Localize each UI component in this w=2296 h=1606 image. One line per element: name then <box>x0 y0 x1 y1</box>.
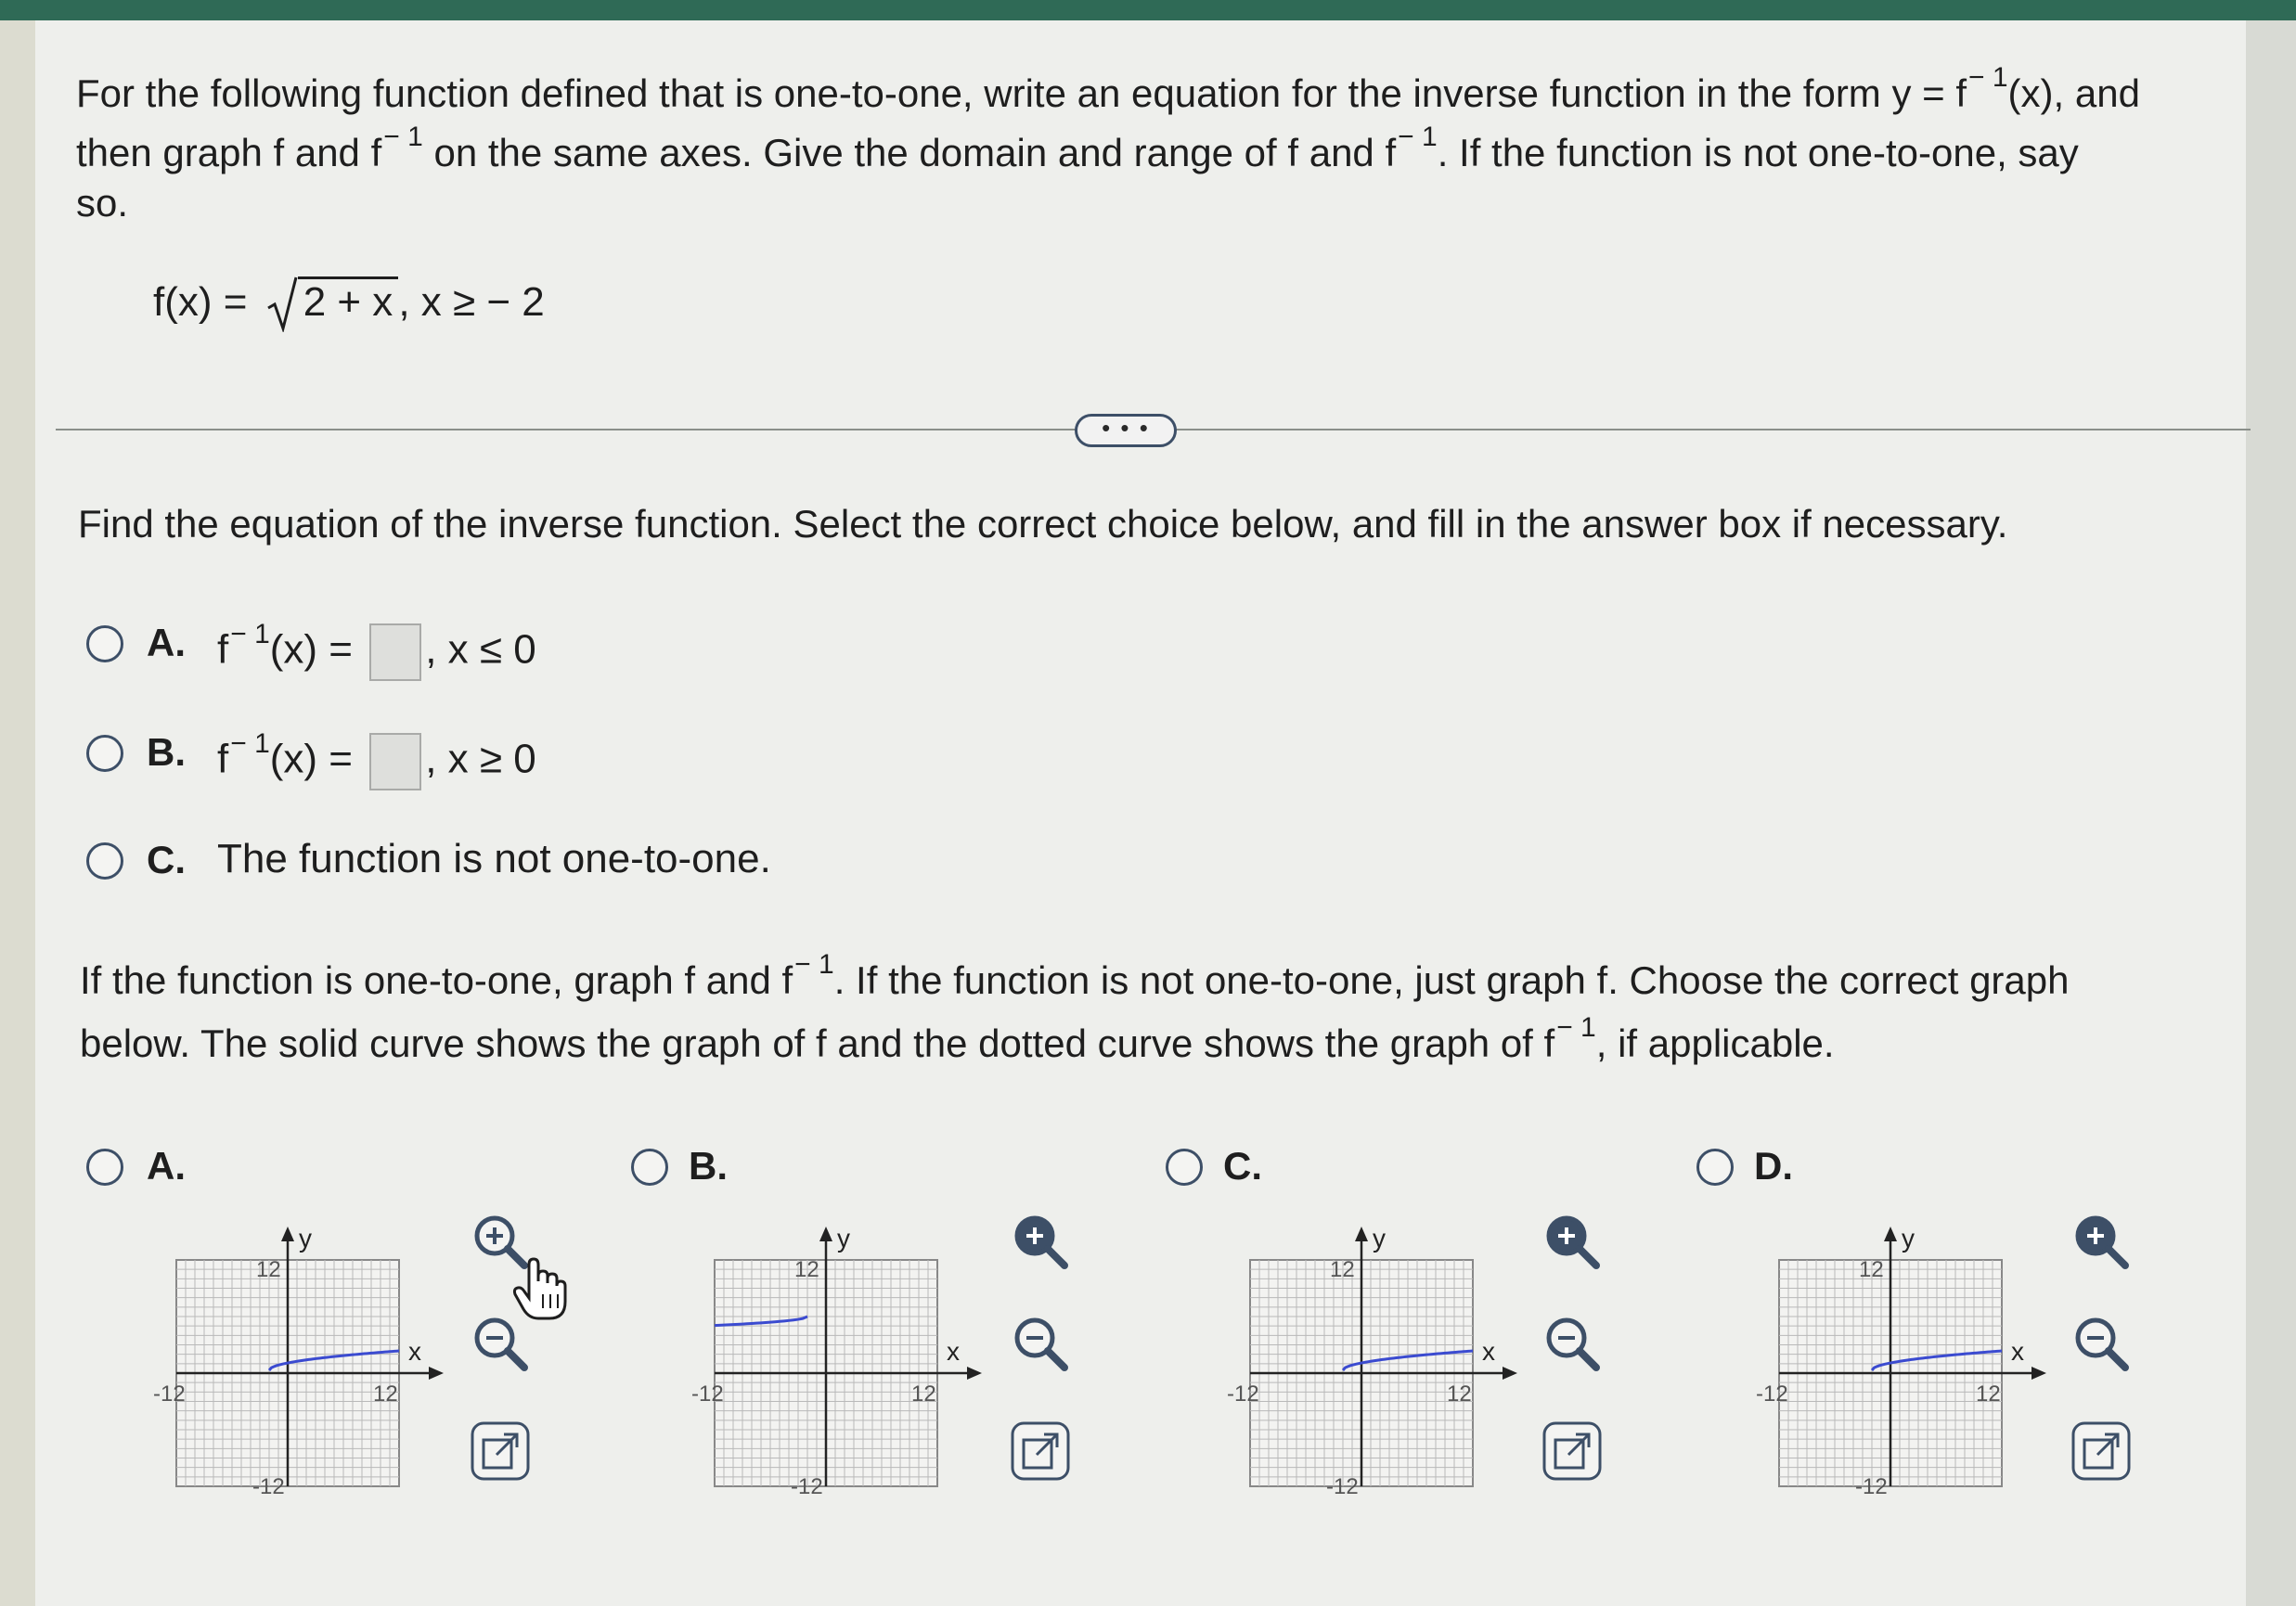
zoom-in-icon[interactable] <box>2068 1208 2135 1275</box>
y-max-tick-label: 12 <box>794 1257 819 1282</box>
zoom-in-icon[interactable] <box>1007 1208 1074 1275</box>
part2-line-2: below. The solid curve shows the graph of f and the dotted curve shows the graph of $f^{- 1}$, if applicable. <box>80 1012 1835 1065</box>
x-max-tick-label: 12 <box>911 1381 936 1407</box>
y-min-tick-label: -12 <box>791 1474 823 1494</box>
question-line-1: For the following function defined that is one-to-one, write an equation for the inverse function in the form $y = f^{- 1}(x)$, and <box>76 62 2140 115</box>
x-max-tick-label: 12 <box>373 1381 398 1407</box>
window-top-bar <box>0 0 2296 20</box>
radio-part1-c[interactable] <box>86 842 123 880</box>
radio-graph-a[interactable] <box>86 1149 123 1186</box>
graph-c[interactable] <box>1227 1215 1524 1494</box>
option-c-label: C. <box>147 838 186 881</box>
option-c-text: The function is not one-to-one. <box>217 836 771 881</box>
y-axis-label: y <box>837 1224 850 1253</box>
open-external-icon[interactable] <box>1007 1418 1074 1484</box>
x-min-tick-label: -12 <box>153 1381 186 1407</box>
y-min-tick-label: -12 <box>1855 1474 1888 1494</box>
x-axis-arrow <box>2032 1367 2046 1380</box>
x-axis-arrow <box>967 1367 982 1380</box>
x-axis-arrow <box>1503 1367 1517 1380</box>
graph-b[interactable] <box>691 1215 988 1494</box>
y-axis-label: y <box>1902 1224 1915 1253</box>
zoom-in-icon[interactable] <box>1539 1208 1606 1275</box>
x-min-tick-label: -12 <box>1756 1381 1788 1407</box>
option-a-expression: $f^{- 1}(x)$ = , x ≤ 0 <box>217 623 536 681</box>
graph-d[interactable] <box>1756 1215 2053 1494</box>
graph-d-label: D. <box>1754 1144 1793 1188</box>
open-external-icon[interactable] <box>1539 1418 1606 1484</box>
y-max-tick-label: 12 <box>1330 1257 1355 1282</box>
answer-box-b[interactable] <box>369 733 421 790</box>
y-max-tick-label: 12 <box>1859 1257 1884 1282</box>
show-more-button[interactable]: • • • <box>1075 414 1177 447</box>
option-a-label: A. <box>147 621 186 664</box>
y-axis-arrow <box>1884 1227 1897 1241</box>
question-line-3: so. <box>76 181 129 225</box>
y-axis-arrow <box>819 1227 832 1241</box>
radio-graph-d[interactable] <box>1696 1149 1734 1186</box>
x-min-tick-label: -12 <box>691 1381 724 1407</box>
open-external-icon[interactable] <box>2068 1418 2135 1484</box>
x-max-tick-label: 12 <box>1447 1381 1472 1407</box>
y-axis-arrow <box>281 1227 294 1241</box>
y-min-tick-label: -12 <box>1326 1474 1359 1494</box>
part2-line-1: If the function is one-to-one, graph f and $f^{- 1}$. If the function is not one-to-one, just graph f. Choose the correct graph <box>80 949 2070 1002</box>
radio-part1-b[interactable] <box>86 735 123 772</box>
radio-graph-b[interactable] <box>631 1149 668 1186</box>
y-axis-arrow <box>1355 1227 1368 1241</box>
x-axis-label: x <box>1482 1337 1495 1366</box>
question-line-2: then graph f and $f^{- 1}$ on the same axes. Give the domain and range of f and $f^{- 1}$. If the function is not one-to-one, say <box>76 122 2079 174</box>
graph-c-label: C. <box>1223 1144 1262 1188</box>
x-axis-label: x <box>947 1337 960 1366</box>
answer-box-a[interactable] <box>369 623 421 681</box>
option-b-label: B. <box>147 730 186 774</box>
y-min-tick-label: -12 <box>252 1474 285 1494</box>
y-axis-label: y <box>299 1224 312 1253</box>
hand-cursor-icon <box>512 1257 568 1322</box>
option-b-expression: $f^{- 1}(x)$ = , x ≥ 0 <box>217 733 536 790</box>
square-root: 2 + x <box>266 275 399 330</box>
right-margin <box>2246 20 2296 1606</box>
x-max-tick-label: 12 <box>1976 1381 2001 1407</box>
radio-part1-a[interactable] <box>86 625 123 662</box>
open-external-icon[interactable] <box>467 1418 534 1484</box>
x-axis-label: x <box>2011 1337 2024 1366</box>
radio-graph-c[interactable] <box>1166 1149 1203 1186</box>
graph-a-label: A. <box>147 1144 186 1188</box>
graph-a[interactable] <box>153 1215 450 1494</box>
graph-b-label: B. <box>689 1144 728 1188</box>
zoom-out-icon[interactable] <box>1539 1310 1606 1377</box>
function-definition: f(x) = 2 + x , x ≥ − 2 <box>153 275 545 330</box>
y-axis-label: y <box>1373 1224 1386 1253</box>
x-axis-arrow <box>429 1367 444 1380</box>
zoom-out-icon[interactable] <box>2068 1310 2135 1377</box>
x-axis-label: x <box>408 1337 421 1366</box>
y-max-tick-label: 12 <box>256 1257 281 1282</box>
x-min-tick-label: -12 <box>1227 1381 1259 1407</box>
left-margin <box>0 20 35 1606</box>
part1-instruction: Find the equation of the inverse function. Select the correct choice below, and fill in the answer box if necessary. <box>78 502 2008 546</box>
zoom-out-icon[interactable] <box>1007 1310 1074 1377</box>
